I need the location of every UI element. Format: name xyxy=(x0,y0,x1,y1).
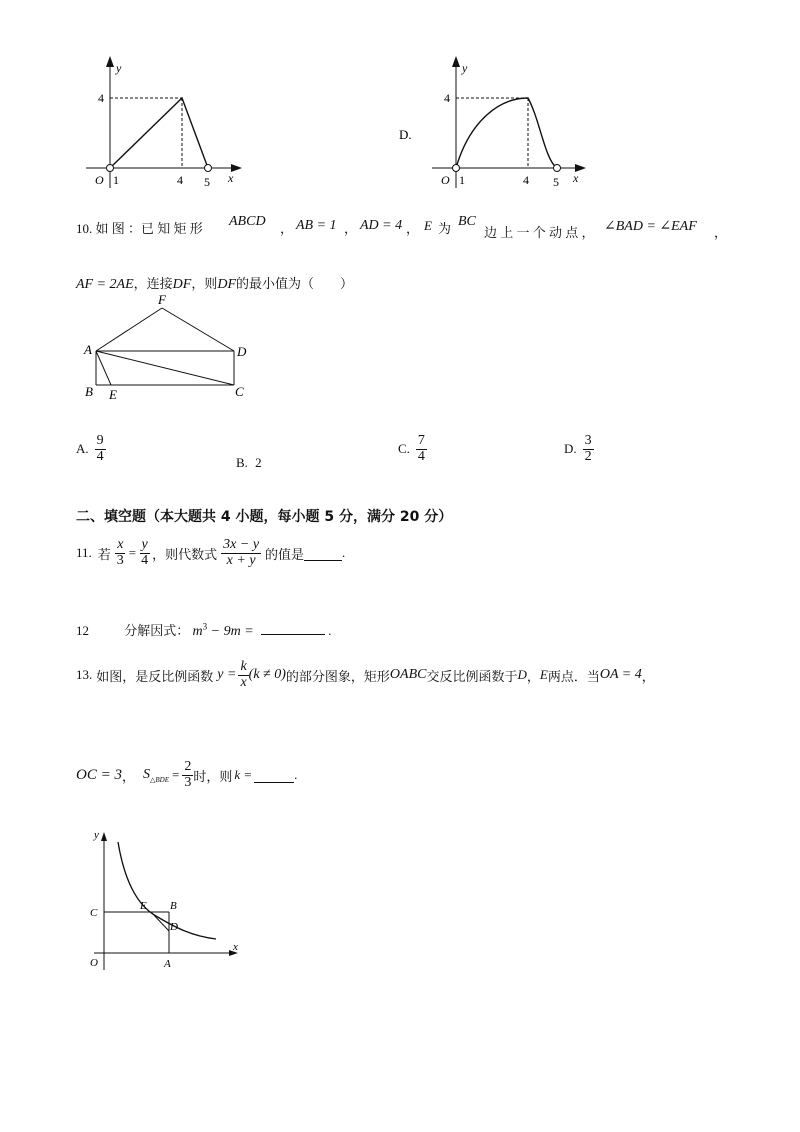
q13-line2 xyxy=(76,760,297,790)
left-tick-x2: 5 xyxy=(204,175,210,189)
right-open-end xyxy=(554,165,561,172)
option-d-label: D. xyxy=(399,127,412,142)
section-2-title: 二、填空题（本大题共 4 小题，每小题 5 分，满分 20 分） xyxy=(76,509,453,525)
q12-expr xyxy=(192,621,254,639)
q10-figure xyxy=(0,290,300,410)
q10-option-b[interactable] xyxy=(236,455,262,471)
left-open-origin xyxy=(107,165,114,172)
right-curve xyxy=(456,98,557,168)
q11 xyxy=(76,538,345,568)
q12-expr-base: m xyxy=(192,624,203,639)
q11-number: 11. xyxy=(76,545,92,561)
q13-oa: OA = 4 xyxy=(599,667,642,683)
q11-text-1: 若 xyxy=(97,546,111,562)
q11-frac-2 xyxy=(139,538,150,568)
q10-option-d[interactable] xyxy=(564,434,594,464)
edge-ae xyxy=(96,351,111,385)
q10-rect: ABCD xyxy=(229,214,266,229)
q13-k: k = xyxy=(234,767,253,783)
q10-ad: AD = 4 xyxy=(360,218,403,233)
fig-label-y: y xyxy=(94,829,99,841)
q13-func-den: x xyxy=(240,674,247,690)
q11-answer-blank[interactable] xyxy=(304,546,342,561)
q13-text-2: 的部分图象，矩形 xyxy=(285,668,390,684)
q13-area xyxy=(143,767,169,784)
option-c-label: C. xyxy=(398,441,410,457)
q12-answer-blank[interactable] xyxy=(261,620,325,635)
label-c: C xyxy=(235,384,244,399)
left-tick-1: 1 xyxy=(113,173,119,187)
q10-comma-1: ， xyxy=(280,221,294,236)
q10-text-4: ，则 xyxy=(191,276,218,291)
q13-func-frac xyxy=(238,660,248,690)
q10-angle: ∠BAD = ∠EAF xyxy=(604,219,697,234)
q13-figure xyxy=(80,820,260,980)
edge-af xyxy=(96,308,162,351)
option-a-label: A. xyxy=(76,441,89,457)
right-y-arrow xyxy=(452,56,460,67)
q10-bc: BC xyxy=(458,214,476,229)
left-graph xyxy=(86,56,242,189)
q13-func-cond: (k ≠ 0) xyxy=(248,667,286,683)
q13-text-4: 两点．当 xyxy=(547,668,600,684)
q13-comma-2: ， xyxy=(641,668,655,684)
left-curve xyxy=(110,98,208,168)
label-a: A xyxy=(84,342,92,357)
q10-number: 10. xyxy=(76,221,93,236)
q13-area-num: 2 xyxy=(184,759,192,774)
edge-fd xyxy=(162,308,234,351)
q10-text-1: 如 图 ：已 知 矩 形 xyxy=(95,221,203,236)
q10-e: E xyxy=(424,218,432,233)
option-d-num: 3 xyxy=(584,433,592,448)
fig-label-a: A xyxy=(164,958,171,970)
q10-text-3: ，连接 xyxy=(133,276,173,291)
q11-eq: = xyxy=(128,545,137,561)
left-tick-x1: 4 xyxy=(177,173,183,187)
q13-area-eq: = xyxy=(171,767,180,783)
fig-label-c: C xyxy=(90,907,98,919)
fig-label-x: x xyxy=(233,941,238,953)
q10-wei: 为 xyxy=(438,221,452,236)
q10-comma-4: ， xyxy=(714,225,728,240)
q11-frac-2-num: y xyxy=(141,537,148,552)
fig-label-b: B xyxy=(170,900,177,912)
q10-option-c[interactable] xyxy=(398,434,427,464)
q13-text-6: 时，则 xyxy=(193,768,233,784)
fig-label-d: D xyxy=(170,921,178,933)
q10-ab: AB = 1 xyxy=(296,218,337,233)
left-origin-label: O xyxy=(95,173,104,187)
q10-text-5: 的最小值为（ ） xyxy=(236,276,354,291)
q11-end: . xyxy=(342,545,346,561)
q13-rect: OABC xyxy=(389,667,427,683)
q12-end: . xyxy=(328,623,332,638)
left-x-label: x xyxy=(228,171,234,185)
q10-option-a[interactable] xyxy=(76,434,106,464)
q10-text-2: 边 上 一 个 动 点 ， xyxy=(484,225,595,240)
q10-comma-2: ， xyxy=(344,221,358,236)
q11-frac-2-den: 4 xyxy=(141,552,149,568)
q13-text-5: ， xyxy=(121,768,135,784)
q12-number: 12 xyxy=(76,623,89,638)
q10-comma-3: ， xyxy=(406,221,420,236)
q13-text-3: 交反比例函数于 xyxy=(426,668,518,684)
q11-frac-1 xyxy=(115,538,126,568)
q13-line1 xyxy=(76,660,655,690)
right-tick-x1: 4 xyxy=(523,173,529,187)
option-c-den: 4 xyxy=(417,448,425,464)
fig-label-e: E xyxy=(140,900,147,912)
right-tick-x2: 5 xyxy=(553,175,559,189)
q11-text-3: 的值是 xyxy=(265,546,305,562)
option-c-num: 7 xyxy=(417,433,425,448)
option-d-den: 2 xyxy=(584,448,592,464)
left-open-end xyxy=(205,165,212,172)
top-graphs xyxy=(0,0,800,200)
right-graph xyxy=(432,56,586,189)
right-y-label: y xyxy=(462,61,468,75)
q13-end: . xyxy=(294,767,298,783)
q13-text-1: 如图，是反比例函数 xyxy=(96,668,214,684)
option-a-fraction xyxy=(95,434,106,464)
q10-af: AF = 2AE xyxy=(76,277,134,292)
right-origin-label: O xyxy=(441,173,450,187)
label-f: F xyxy=(158,292,166,307)
right-open-origin xyxy=(453,165,460,172)
q13-func-lhs: y = xyxy=(217,667,237,683)
q11-text-2: ，则代数式 xyxy=(152,546,218,562)
label-b: B xyxy=(85,384,93,399)
q11-frac-3-den: x + y xyxy=(226,552,256,568)
left-y-arrow xyxy=(106,56,114,67)
q13-comma-1: ， xyxy=(526,668,540,684)
option-a-num: 9 xyxy=(96,433,104,448)
q13-e: E xyxy=(539,667,548,683)
q13-area-frac xyxy=(182,760,193,790)
label-d: D xyxy=(237,344,247,359)
q10-df-1: DF xyxy=(172,277,192,292)
q13-oc: OC = 3 xyxy=(76,766,122,783)
q13-number: 13. xyxy=(76,667,93,683)
q13-answer-blank[interactable] xyxy=(254,768,294,783)
q12-expr-sup: 3 xyxy=(202,621,208,632)
fig-hyperbola xyxy=(118,842,216,939)
q12 xyxy=(76,620,331,640)
q13-d: D xyxy=(517,667,527,683)
right-x-label: x xyxy=(573,171,579,185)
q13-area-den: 3 xyxy=(184,774,192,790)
q11-frac-3-num: 3x − y xyxy=(223,537,260,552)
q13-area-s: S xyxy=(142,766,150,782)
fig-label-o: O xyxy=(90,957,98,969)
left-tick-y: 4 xyxy=(98,91,104,105)
option-d-fraction xyxy=(583,434,594,464)
option-b-label: B. xyxy=(236,455,248,470)
q10-df-2: DF xyxy=(217,277,237,292)
q11-frac-3 xyxy=(221,538,261,568)
option-c-fraction xyxy=(416,434,427,464)
option-d-text-label: D. xyxy=(564,441,577,457)
q11-frac-1-den: 3 xyxy=(116,552,124,568)
q13-func-num: k xyxy=(240,659,247,674)
edge-ac xyxy=(96,351,234,385)
q13-area-sub: △BDE xyxy=(149,775,169,784)
left-y-label: y xyxy=(116,61,122,75)
q12-text-1: 分解因式： xyxy=(124,623,190,638)
q11-frac-1-num: x xyxy=(117,537,124,552)
q12-expr-post: − 9m = xyxy=(207,624,254,639)
fig-y-arrow xyxy=(101,832,107,841)
label-e: E xyxy=(109,387,117,402)
right-tick-y: 4 xyxy=(444,91,450,105)
right-tick-1: 1 xyxy=(459,173,465,187)
option-a-den: 4 xyxy=(96,448,104,464)
q10-line1 xyxy=(76,218,203,237)
option-b-value: 2 xyxy=(255,455,262,470)
